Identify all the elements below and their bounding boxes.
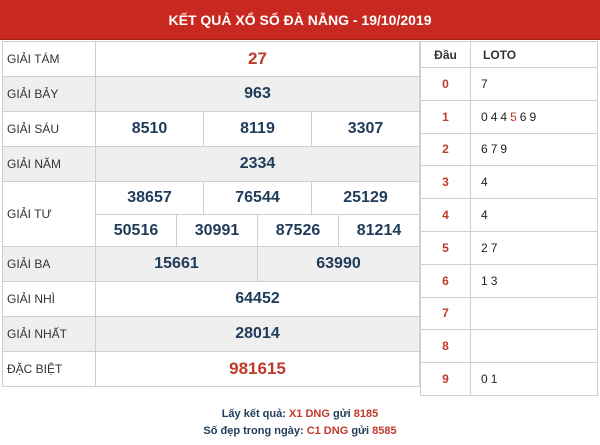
prize-row-g2 (3, 282, 420, 317)
prize-label: GIẢI TƯ (3, 182, 96, 247)
loto-row (421, 166, 598, 199)
loto-digit: 2 (481, 240, 488, 255)
prize-number: 15661 (154, 255, 199, 272)
prize-label: GIẢI SÁU (3, 112, 96, 147)
loto-row (421, 100, 598, 133)
loto-digits (471, 231, 598, 264)
results-table (2, 41, 420, 387)
loto-row (421, 199, 598, 232)
prize-row-g7 (3, 77, 420, 112)
loto-head: 5 (421, 231, 471, 264)
loto-digit: 5 (510, 109, 517, 124)
loto-digit: 9 (529, 109, 537, 124)
loto-digit: 6 (519, 109, 527, 124)
sms-line-results: Lấy kết quả: X1 DNG gửi 8185 (221, 407, 379, 420)
loto-digit: 3 (490, 273, 498, 288)
prize-label: GIẢI BA (3, 247, 96, 282)
loto-digits (471, 133, 598, 166)
loto-head: 0 (421, 68, 471, 101)
prize-number: 27 (248, 49, 267, 68)
prize-number: 3307 (311, 112, 419, 146)
prize-label: GIẢI NĂM (3, 147, 96, 182)
loto-digits (471, 100, 598, 133)
prize-number: 81214 (338, 215, 419, 246)
loto-digits (471, 330, 598, 363)
prize-number: 8119 (203, 112, 311, 146)
loto-digit: 0 (481, 372, 488, 387)
prize-number: 76544 (203, 182, 311, 214)
loto-digits (471, 297, 598, 330)
prize-number: 38657 (127, 189, 172, 206)
loto-row (421, 330, 598, 363)
prize-number: 28014 (235, 325, 280, 342)
loto-head: 2 (421, 133, 471, 166)
prize-label: GIẢI BẢY (3, 77, 96, 112)
prize-label: GIẢI NHẤT (3, 317, 96, 352)
loto-head: 6 (421, 264, 471, 297)
sms-info (0, 400, 600, 445)
loto-digit: 6 (481, 142, 488, 157)
loto-digit: 4 (481, 175, 488, 190)
loto-row (421, 231, 598, 264)
loto-row (421, 68, 598, 101)
loto-digit: 7 (490, 240, 498, 255)
prize-number: 87526 (257, 215, 338, 246)
loto-digit: 4 (481, 208, 488, 223)
loto-head: 8 (421, 330, 471, 363)
loto-head: 3 (421, 166, 471, 199)
loto-digit: 7 (490, 142, 498, 157)
loto-digit: 9 (500, 142, 508, 157)
loto-digit: 1 (490, 372, 498, 387)
prize-number: 64452 (235, 290, 280, 307)
prize-row-g1 (3, 317, 420, 352)
prize-label: GIẢI NHÌ (3, 282, 96, 317)
prize-row-g8 (3, 42, 420, 77)
prize-number: 25129 (311, 182, 419, 214)
page-title: KẾT QUẢ XỔ SỐ ĐÀ NẴNG - 19/10/2019 (0, 0, 600, 40)
prize-label: ĐẶC BIỆT (3, 352, 96, 387)
loto-digit: 4 (500, 109, 508, 124)
loto-digit: 7 (481, 76, 488, 91)
loto-digit: 4 (490, 109, 498, 124)
prize-number: 50516 (113, 221, 159, 239)
prize-row-g6 (3, 112, 420, 147)
special-prize-number: 981615 (229, 359, 286, 378)
prize-number: 2334 (239, 155, 276, 172)
loto-row (421, 133, 598, 166)
loto-digits (471, 68, 598, 101)
prize-row-g4 (3, 182, 420, 247)
loto-head: 1 (421, 100, 471, 133)
loto-digit: 0 (481, 109, 488, 124)
loto-head: 9 (421, 363, 471, 396)
prize-number: 963 (244, 85, 271, 102)
prize-number: 8510 (131, 120, 168, 137)
loto-digits (471, 363, 598, 396)
prize-row-g5 (3, 147, 420, 182)
loto-head-header: Đầu (421, 42, 471, 68)
loto-digits (471, 264, 598, 297)
prize-row-special (3, 352, 420, 387)
prize-row-g3 (3, 247, 420, 282)
loto-head: 7 (421, 297, 471, 330)
loto-head: 4 (421, 199, 471, 232)
loto-digits (471, 166, 598, 199)
loto-table (420, 41, 598, 396)
prize-label: GIẢI TÁM (3, 42, 96, 77)
loto-row (421, 264, 598, 297)
loto-digits (471, 199, 598, 232)
sms-line-lucky: Số đẹp trong ngày: C1 DNG gửi 8585 (203, 424, 397, 437)
loto-row (421, 297, 598, 330)
prize-number: 63990 (257, 247, 419, 281)
loto-header: LOTO (471, 42, 598, 68)
loto-row (421, 363, 598, 396)
prize-number: 30991 (176, 215, 257, 246)
loto-digit: 1 (481, 273, 488, 288)
